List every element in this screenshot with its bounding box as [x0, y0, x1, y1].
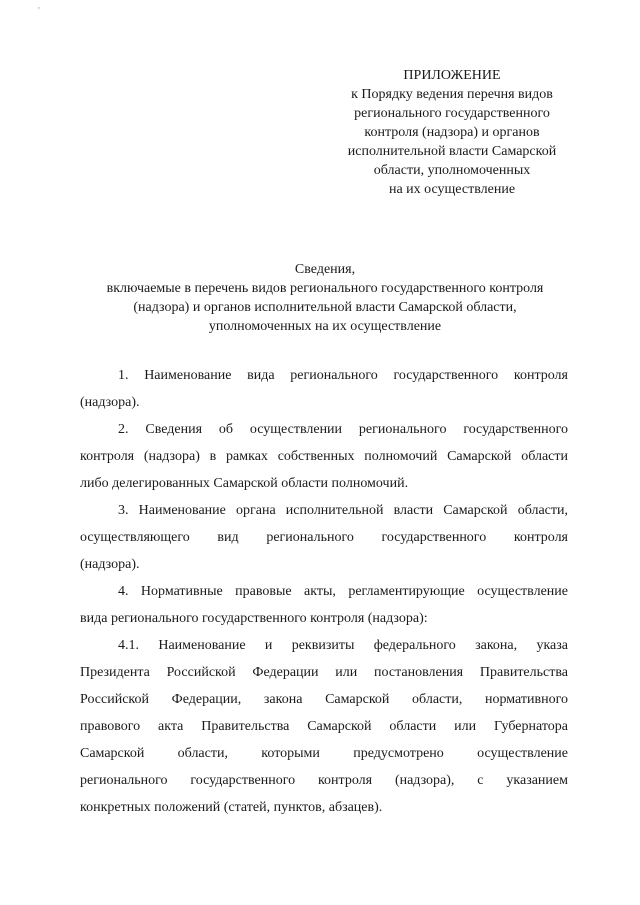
paragraph-line: 1. Наименование вида регионального государственного контроля: [118, 368, 568, 383]
paragraph-1: [80, 362, 568, 416]
heading-line: (надзора) и органов исполнительной власти Самарской области,: [133, 300, 517, 315]
document-body: [80, 362, 568, 821]
appendix-header: [332, 66, 572, 199]
paragraph-line: контроля (надзора) в рамках собственных полномочий Самарской области: [80, 449, 568, 464]
heading-line: включаемые в перечень видов регионального государственного контроля: [106, 281, 544, 296]
paragraph-line: 4.1. Наименование и реквизиты федерального закона, указа: [118, 638, 568, 653]
paragraph-line: Российской Федерации, закона Самарской области, нормативного: [80, 692, 568, 707]
paragraph-line: либо делегированных Самарской области полномочий.: [80, 476, 409, 491]
paragraph-line: Президента Российской Федерации или постановления Правительства: [80, 665, 568, 680]
paragraph-line: (надзора).: [80, 395, 140, 410]
paragraph-line: 2. Сведения об осуществлении регионального государственного: [118, 422, 568, 437]
paragraph-line: (надзора).: [80, 557, 140, 572]
paragraph-line: 4. Нормативные правовые акты, регламентирующие осуществление: [118, 584, 568, 599]
appendix-title: ПРИЛОЖЕНИЕ: [403, 68, 501, 83]
appendix-line: к Порядку ведения перечня видов: [351, 87, 553, 102]
paragraph-4-1: [80, 632, 568, 821]
heading-title: Сведения,: [294, 262, 356, 277]
paragraph-line: регионального государственного контроля (надзора), с указанием: [80, 773, 568, 788]
appendix-line: регионального государственного: [354, 106, 550, 121]
paragraph-line: Самарской области, которыми предусмотрено осуществление: [80, 746, 568, 761]
paragraph-3: [80, 497, 568, 578]
appendix-line: исполнительной власти Самарской: [347, 144, 557, 159]
paragraph-4: [80, 578, 568, 632]
appendix-line: контроля (надзора) и органов: [364, 125, 540, 140]
appendix-line: на их осуществление: [388, 182, 516, 197]
paragraph-line: правового акта Правительства Самарской области или Губернатора: [80, 719, 568, 734]
scan-speck: ': [38, 6, 40, 17]
paragraph-2: [80, 416, 568, 497]
paragraph-line: конкретных положений (статей, пунктов, абзацев).: [80, 800, 383, 815]
heading-line: уполномоченных на их осуществление: [208, 319, 442, 334]
document-heading: [60, 260, 590, 336]
paragraph-line: вида регионального государственного контроля (надзора):: [80, 611, 428, 626]
paragraph-line: осуществляющего вид регионального государственного контроля: [80, 530, 568, 545]
paragraph-line: 3. Наименование органа исполнительной власти Самарской области,: [118, 503, 568, 518]
appendix-line: области, уполномоченных: [373, 163, 531, 178]
